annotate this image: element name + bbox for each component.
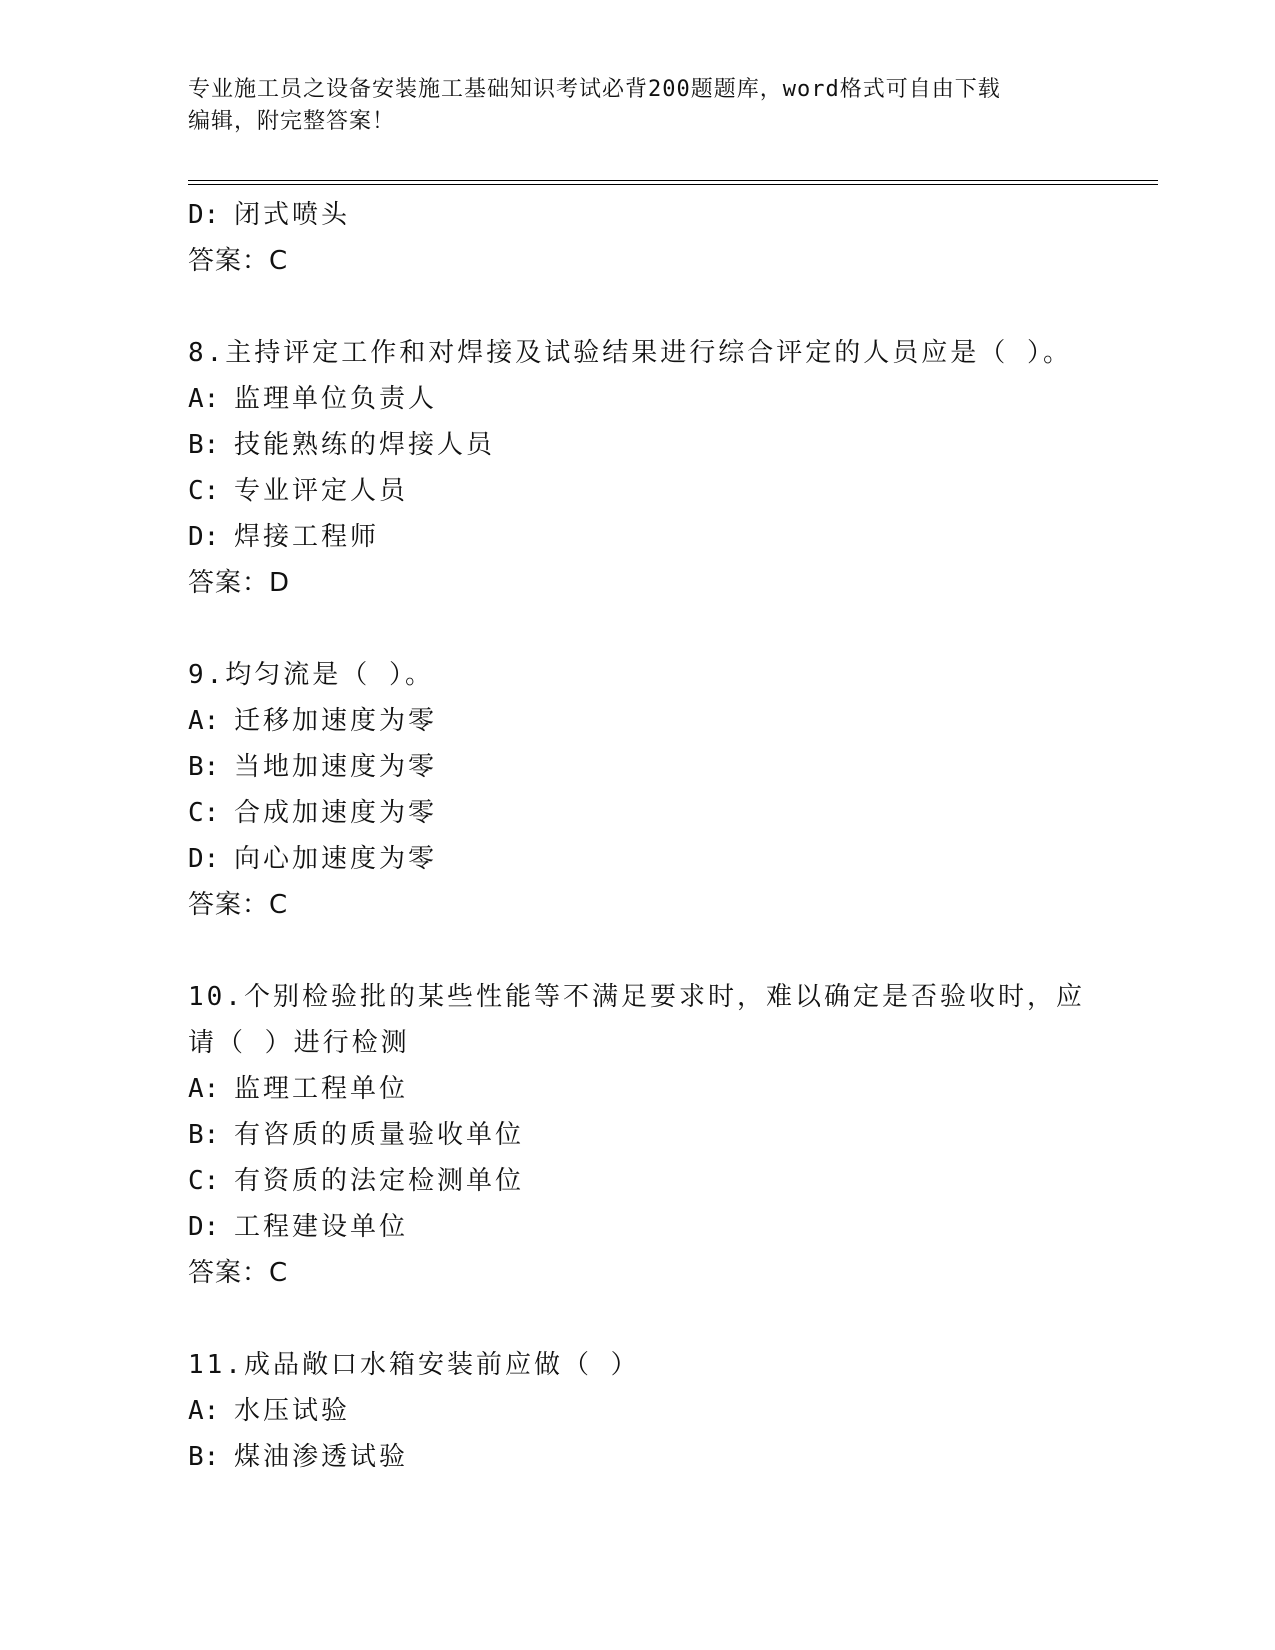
- question-stem: 11.成品敞口水箱安装前应做（ ）: [188, 1350, 640, 1380]
- option-row: [188, 698, 1158, 744]
- option-row: [188, 468, 1158, 514]
- option-text: 水压试验: [234, 1396, 351, 1426]
- option-letter: C:: [188, 798, 220, 828]
- option-letter: D:: [188, 1212, 220, 1242]
- option-row: [188, 836, 1158, 882]
- option-text: 有咨质的质量验收单位: [234, 1120, 525, 1150]
- option-letter: B:: [188, 1442, 220, 1472]
- option-row: [188, 1388, 1158, 1434]
- option-letter: D:: [188, 844, 220, 874]
- option-letter: B:: [188, 752, 220, 782]
- option-text: 煤油渗透试验: [234, 1442, 409, 1472]
- option-letter: B:: [188, 1120, 220, 1150]
- answer-line: 答案：C: [188, 246, 289, 276]
- option-text: 向心加速度为零: [234, 844, 438, 874]
- header-divider: [188, 180, 1158, 185]
- question-stem: 10.个别检验批的某些性能等不满足要求时，难以确定是否验收时，应: [188, 982, 1085, 1012]
- document-header: [188, 74, 1088, 138]
- option-text: 监理工程单位: [234, 1074, 409, 1104]
- question-stem: 9.均匀流是（ ）。: [188, 660, 434, 690]
- option-row: [188, 514, 1158, 560]
- option-text: 迁移加速度为零: [234, 706, 438, 736]
- option-text: 闭式喷头: [234, 200, 351, 230]
- option-text: 工程建设单位: [234, 1212, 409, 1242]
- option-text: 技能熟练的焊接人员: [234, 430, 496, 460]
- option-letter: D:: [188, 200, 220, 230]
- option-letter: C:: [188, 476, 220, 506]
- answer-line: 答案：C: [188, 1258, 289, 1288]
- header-line-1: 专业施工员之设备安装施工基础知识考试必背200题题库，word格式可自由下载: [188, 77, 1001, 102]
- option-row: [188, 192, 1158, 238]
- option-row: [188, 1434, 1158, 1480]
- question-stem-continued: 请（ ）进行检测: [188, 1028, 410, 1058]
- option-row: [188, 1112, 1158, 1158]
- question-stem: 8.主持评定工作和对焊接及试验结果进行综合评定的人员应是（ ）。: [188, 338, 1072, 368]
- option-row: [188, 422, 1158, 468]
- header-line-2: 编辑，附完整答案！: [188, 109, 396, 134]
- option-letter: C:: [188, 1166, 220, 1196]
- option-letter: A:: [188, 1396, 220, 1426]
- option-row: [188, 1204, 1158, 1250]
- option-text: 有资质的法定检测单位: [234, 1166, 525, 1196]
- option-letter: A:: [188, 1074, 220, 1104]
- option-letter: A:: [188, 384, 220, 414]
- option-text: 焊接工程师: [234, 522, 380, 552]
- option-text: 专业评定人员: [234, 476, 409, 506]
- option-row: [188, 1158, 1158, 1204]
- option-row: [188, 790, 1158, 836]
- option-row: [188, 1066, 1158, 1112]
- question-list: [188, 192, 1158, 1480]
- option-text: 合成加速度为零: [234, 798, 438, 828]
- option-letter: A:: [188, 706, 220, 736]
- option-text: 监理单位负责人: [234, 384, 438, 414]
- option-text: 当地加速度为零: [234, 752, 438, 782]
- option-letter: B:: [188, 430, 220, 460]
- option-letter: D:: [188, 522, 220, 552]
- answer-line: 答案：C: [188, 890, 289, 920]
- option-row: [188, 376, 1158, 422]
- option-row: [188, 744, 1158, 790]
- answer-line: 答案：D: [188, 568, 291, 598]
